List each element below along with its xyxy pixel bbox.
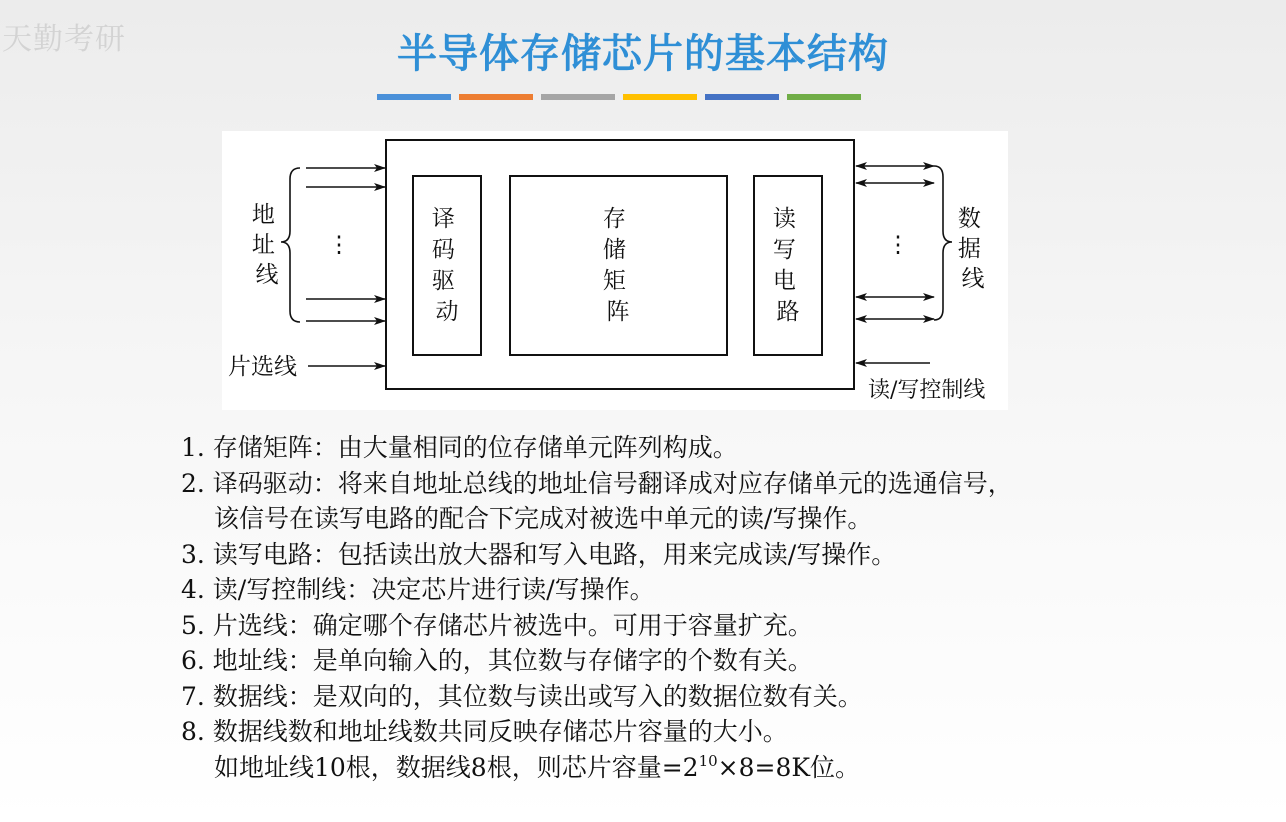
description-item: 4. 读/写控制线：决定芯片进行读/写操作。 — [181, 575, 655, 604]
description-item-continued: 该信号在读写电路的配合下完成对被选中单元的读/写操作。 — [214, 504, 873, 533]
rw-circuit-char: 写 — [772, 237, 796, 263]
rw-circuit-char: 路 — [776, 299, 800, 325]
address-lines-char: 址 — [251, 232, 275, 258]
address-brace — [281, 168, 300, 322]
chip-structure-diagram — [222, 131, 1008, 410]
title-bar-3 — [541, 94, 615, 100]
description-item: 1. 存储矩阵：由大量相同的位存储单元阵列构成。 — [181, 433, 738, 462]
description-item: 2. 译码驱动：将来自地址总线的地址信号翻译成对应存储单元的选通信号， — [181, 468, 1013, 498]
title-bar-2 — [459, 94, 533, 100]
address-lines-char: 线 — [255, 262, 279, 288]
data-dots: ⋮ — [886, 232, 910, 258]
decoder-char: 译 — [431, 206, 455, 232]
description-item: 3. 读写电路：包括读出放大器和写入电路，用来完成读/写操作。 — [181, 539, 897, 569]
memory-array-char: 存 — [602, 206, 626, 232]
slide-title: 半导体存储芯片的基本结构 — [397, 30, 889, 77]
decoder-char: 动 — [435, 299, 459, 325]
memory-array-char: 阵 — [606, 299, 630, 325]
data-lines-char: 线 — [961, 266, 985, 292]
memory-array-block — [510, 176, 727, 355]
rw-control-label: 读/写控制线 — [868, 378, 986, 403]
memory-array-char: 储 — [602, 237, 626, 263]
capacity-example — [181, 750, 1271, 786]
title-bar-6 — [787, 94, 861, 100]
decoder-char: 码 — [431, 237, 455, 263]
description-item: 8. 数据线数和地址线数共同反映存储芯片容量的大小。 — [181, 717, 788, 746]
capacity-example-exponent: 10 — [698, 751, 718, 770]
data-lines-char: 据 — [957, 236, 981, 262]
decoder-label — [432, 206, 462, 325]
memory-array-label — [603, 206, 633, 325]
title-bar-4 — [623, 94, 697, 100]
decoder-block — [413, 176, 481, 355]
diagram-svg — [222, 131, 1008, 410]
description-list — [181, 430, 1271, 785]
data-lines-char: 数 — [957, 206, 981, 232]
data-brace — [934, 166, 952, 320]
address-lines-char: 地 — [251, 202, 275, 228]
capacity-example-suffix: ×8=8K位。 — [717, 752, 861, 782]
chip-outline — [386, 140, 854, 389]
rw-circuit-char: 电 — [772, 268, 796, 294]
capacity-example-prefix: 如地址线10根，数据线8根，则芯片容量=2 — [214, 752, 699, 782]
data-lines-label — [958, 206, 988, 292]
rw-circuit-char: 读 — [772, 206, 796, 232]
description-item: 5. 片选线：确定哪个存储芯片被选中。可用于容量扩充。 — [181, 610, 813, 640]
address-dots: ⋮ — [327, 232, 351, 258]
title-bar-1 — [377, 94, 451, 100]
rw-circuit-label — [773, 206, 803, 325]
description-item: 7. 数据线：是双向的，其位数与读出或写入的数据位数有关。 — [181, 681, 863, 711]
decoder-char: 驱 — [431, 268, 455, 294]
description-item: 6. 地址线：是单向输入的，其位数与存储字的个数有关。 — [181, 646, 813, 675]
watermark: 天勤考研 — [2, 22, 126, 57]
address-lines-label — [252, 202, 282, 288]
rw-circuit-block — [754, 176, 822, 355]
memory-array-char: 矩 — [602, 268, 626, 294]
chip-select-label: 片选线 — [228, 354, 297, 380]
title-bar-5 — [705, 94, 779, 100]
